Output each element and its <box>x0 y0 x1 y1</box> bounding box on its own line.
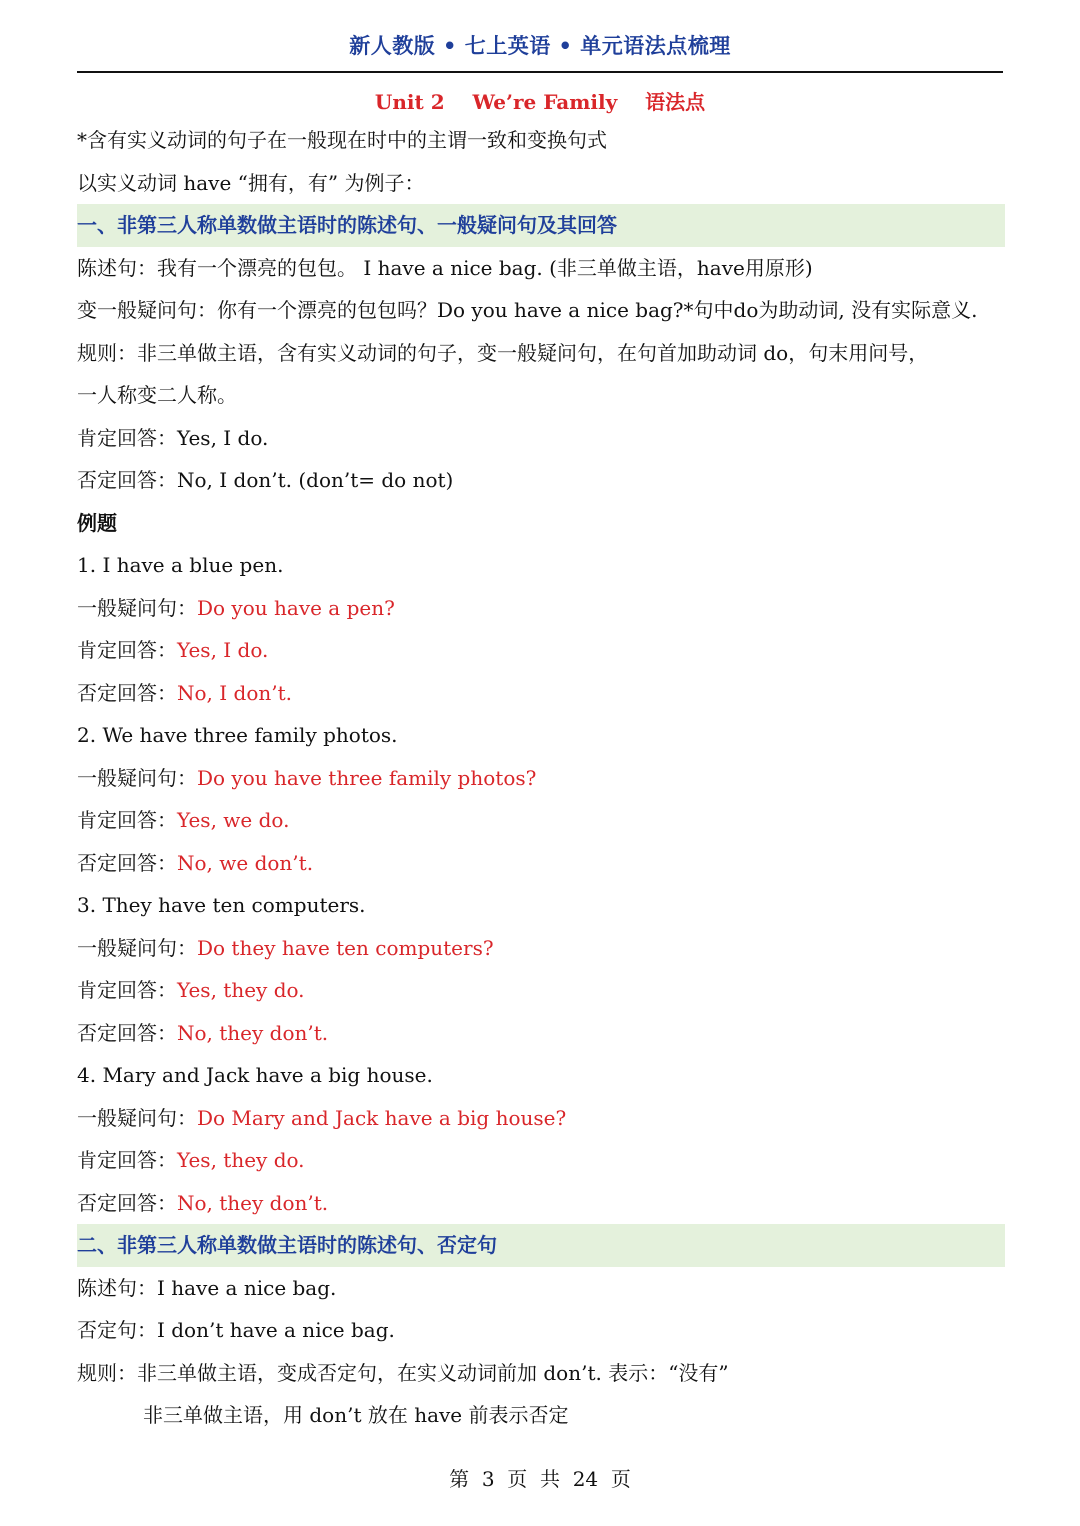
example-question-row <box>77 927 1005 970</box>
example-question-row <box>77 1097 1005 1140</box>
example-question-row <box>77 587 1005 630</box>
section-1-negative-answer: 否定回答：No, I don’t. (don’t= do not) <box>77 468 454 492</box>
question-label: 一般疑问句： <box>77 595 197 620</box>
example-positive-answer: Yes, they do. <box>177 1148 305 1172</box>
section-2-rule-line-2: 非三单做主语，用 don’t 放在 have 前表示否定 <box>143 1403 569 1427</box>
example-positive-answer: Yes, we do. <box>177 808 290 832</box>
section-1-positive-answer: 肯定回答：Yes, I do. <box>77 425 269 450</box>
example-negative-row <box>77 672 1005 715</box>
example-negative-row <box>77 842 1005 885</box>
negative-label: 否定回答： <box>77 1020 177 1045</box>
example-negative-row <box>77 1182 1005 1225</box>
negative-label: 否定回答： <box>77 680 177 705</box>
example-negative-answer: No, they don’t. <box>177 1190 329 1215</box>
positive-label: 肯定回答： <box>77 638 177 662</box>
section-2-rule-line-1: 规则：非三单做主语，变成否定句，在实义动词前加 don’t. 表示：“没有” <box>77 1360 729 1385</box>
example-positive-row <box>77 799 1005 842</box>
negative-label: 否定回答： <box>77 1190 177 1215</box>
example-question-answer: Do you have a pen? <box>197 595 395 620</box>
intro-line-1: *含有实义动词的句子在一般现在时中的主谓一致和变换句式 <box>77 128 607 152</box>
example-question-row <box>77 757 1005 800</box>
example-positive-answer: Yes, they do. <box>177 978 305 1002</box>
section-1-question: 变一般疑问句：你有一个漂亮的包包吗？Do you have a nice bag?*句中do为助动词, 没有实际意义. <box>77 298 978 322</box>
example-positive-row <box>77 969 1005 1012</box>
example-question-answer: Do Mary and Jack have a big house? <box>197 1105 567 1130</box>
example-negative-answer: No, I don’t. <box>177 680 292 705</box>
section-2-heading: 二、非第三人称单数做主语时的陈述句、否定句 <box>77 1224 1005 1267</box>
example-sentence: 3. They have ten computers. <box>77 893 366 917</box>
example-sentence: 4. Mary and Jack have a big house. <box>77 1063 433 1087</box>
example-sentence: 2. We have three family photos. <box>77 723 398 747</box>
section-2-statement: 陈述句：I have a nice bag. <box>77 1275 337 1300</box>
question-label: 一般疑问句： <box>77 1105 197 1130</box>
example-question-answer: Do they have ten computers? <box>197 935 494 960</box>
positive-label: 肯定回答： <box>77 808 177 832</box>
document-body <box>77 119 1005 1437</box>
section-1-rule-line-1: 规则：非三单做主语，含有实义动词的句子，变一般疑问句，在句首加助动词 do，句末用问号， <box>77 340 929 365</box>
example-positive-answer: Yes, I do. <box>177 638 269 662</box>
section-1-heading: 一、非第三人称单数做主语时的陈述句、一般疑问句及其回答 <box>77 204 1005 247</box>
question-label: 一般疑问句： <box>77 935 197 960</box>
example-positive-row <box>77 1139 1005 1182</box>
page-number: 第 3 页 共 24 页 <box>449 1467 631 1491</box>
section-2-negative-sentence: 否定句：I don’t have a nice bag. <box>77 1318 395 1342</box>
section-1-statement: 陈述句：我有一个漂亮的包包。 I have a nice bag. (非三单做主语，have用原形) <box>77 255 813 280</box>
intro-line-2: 以实义动词 have “拥有，有” 为例子： <box>77 170 425 195</box>
positive-label: 肯定回答： <box>77 978 177 1002</box>
example-negative-answer: No, they don’t. <box>177 1020 329 1045</box>
negative-label: 否定回答： <box>77 850 177 875</box>
example-sentence: 1. I have a blue pen. <box>77 553 284 577</box>
section-1-rule-line-2: 一人称变二人称。 <box>77 383 237 407</box>
question-label: 一般疑问句： <box>77 765 197 790</box>
example-positive-row <box>77 629 1005 672</box>
document-header-title: 新人教版 • 七上英语 • 单元语法点梳理 <box>349 34 731 58</box>
positive-label: 肯定回答： <box>77 1148 177 1172</box>
header-divider <box>77 71 1003 73</box>
example-question-answer: Do you have three family photos? <box>197 765 537 790</box>
examples-title: 例题 <box>77 510 117 535</box>
example-negative-answer: No, we don’t. <box>177 850 314 875</box>
example-negative-row <box>77 1012 1005 1055</box>
unit-title: Unit 2 We’re Family 语法点 <box>374 90 706 114</box>
